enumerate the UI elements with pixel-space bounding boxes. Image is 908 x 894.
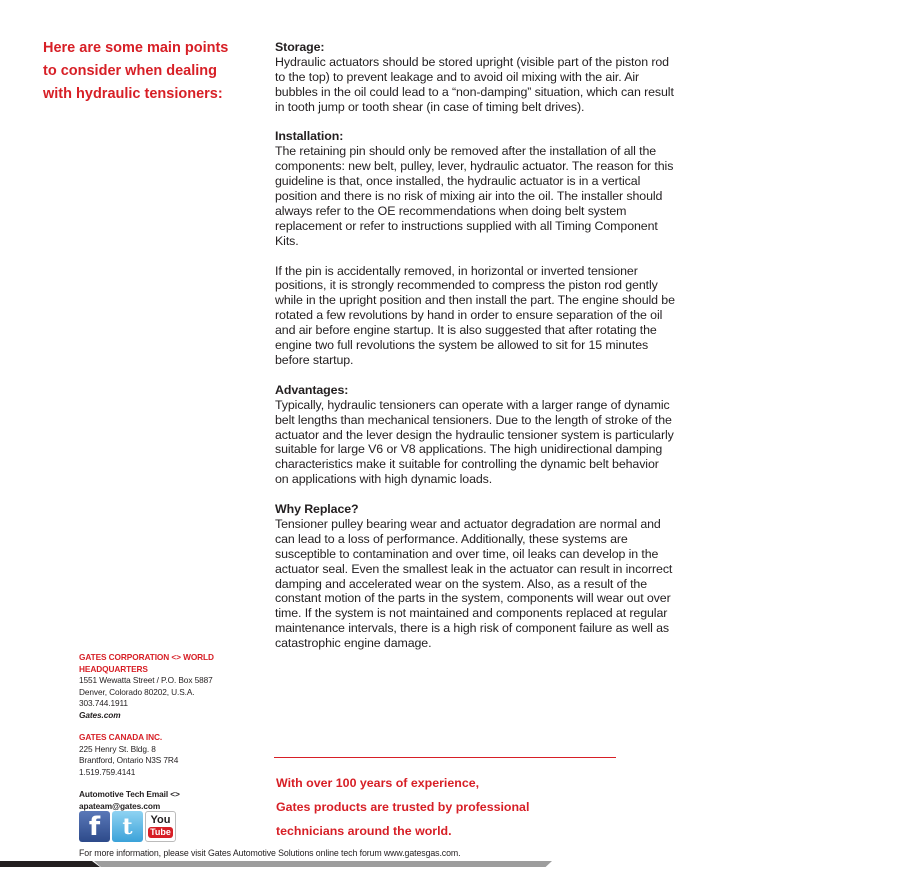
footer-bar-gray xyxy=(94,861,552,867)
hq-website-link[interactable]: Gates.com xyxy=(79,709,121,720)
contact-info xyxy=(79,652,259,823)
hq-name: GATES CORPORATION <> WORLD HEADQUARTERS xyxy=(79,652,214,674)
installation-section xyxy=(275,129,675,367)
twitter-glyph: t xyxy=(122,813,133,840)
social-icons xyxy=(79,811,176,842)
section-paragraph: If the pin is accidentally removed, in horizontal or inverted tensioner positions, it is strongly recommended to compress the piston rod gently while in the upright position and then install the part. The engine should be rotated a few revolutions by hand in order to ensure separation of the oil and air before engine startup. It is also suggested that after rotating the engine two full revolutions the system be allowed to sit for 15 minutes before startup. xyxy=(275,263,675,367)
why-replace-section xyxy=(275,502,675,651)
intro-line: to consider when dealing xyxy=(43,63,218,79)
canada-address-line: 225 Henry St. Bldg. 8 xyxy=(79,743,156,754)
tagline-line: With over 100 years of experience, xyxy=(276,776,480,790)
canada-phone: 1.519.759.4141 xyxy=(79,766,136,777)
intro-callout xyxy=(43,37,258,106)
storage-section xyxy=(275,40,675,115)
canada-address-line: Brantford, Ontario N3S 7R4 xyxy=(79,755,179,765)
intro-line: Here are some main points xyxy=(43,40,229,56)
hq-address-line: 1551 Wewatta Street / P.O. Box 5887 xyxy=(79,675,213,685)
intro-line: with hydraulic tensioners: xyxy=(43,86,223,102)
section-paragraph: Hydraulic actuators should be stored upright (visible part of the piston rod to the top) to prevent leakage and to avoid oil mixing with the air. Air bubbles in the oil could lead to a “non-damping” situation, which can result in tooth jump or tooth shear (in case of timing belt drives). xyxy=(275,54,674,114)
tech-contact xyxy=(79,789,259,812)
youtube-tube-text: Tube xyxy=(150,827,171,837)
section-heading: Storage: xyxy=(275,40,325,54)
footer-bar xyxy=(0,861,552,867)
footer-bar-black xyxy=(0,861,100,867)
hq-phone: 303.744.1911 xyxy=(79,698,128,708)
section-paragraph: Tensioner pulley bearing wear and actuator degradation are normal and can lead to a loss of performance. Additionally, these systems are susceptible to contamination and over time, oil leaks can develop in the actuator seal. Even the smallest leak in the actuator can result in incorrect damping and accelerated wear on the system. Also, as a result of the constant motion of the parts in the system, components will wear out over time. If the system is not maintained and components replaced at regular maintenance intervals, there is a high risk of component failure as well as catastrophic engine damage. xyxy=(275,516,673,651)
divider-rule xyxy=(274,757,616,758)
tech-email-link[interactable]: apateam@gates.com xyxy=(79,800,161,811)
hq-contact xyxy=(79,652,259,721)
tagline xyxy=(276,771,529,843)
twitter-icon[interactable] xyxy=(112,811,143,842)
main-content xyxy=(275,40,675,666)
section-heading: Advantages: xyxy=(275,382,349,397)
advantages-section xyxy=(275,383,675,487)
youtube-you-text: You xyxy=(150,814,171,826)
canada-contact xyxy=(79,732,259,778)
tech-email-label: Automotive Tech Email <> xyxy=(79,789,180,799)
section-paragraph: The retaining pin should only be removed after the installation of all the components: new belt, pulley, lever, hydraulic actuator. The reason for this guideline is that, once installed, the hydraulic actuator is in a vertical position and there is no risk of mixing air into the oil. The installer should always refer to the OE recommendations when doing belt system replacement or refer to instructions supplied with all Timing Component Kits. xyxy=(275,144,674,248)
section-heading: Why Replace? xyxy=(275,502,359,517)
facebook-icon[interactable] xyxy=(79,811,110,842)
facebook-glyph: f xyxy=(88,811,101,842)
tagline-line: Gates products are trusted by professional xyxy=(276,800,530,814)
tagline-line: technicians around the world. xyxy=(276,824,452,838)
hq-address-line: Denver, Colorado 80202, U.S.A. xyxy=(79,686,195,697)
section-paragraph: Typically, hydraulic tensioners can operate with a larger range of dynamic belt lengths than mechanical tensioners. Due to the length of stroke of the actuator and the lever design the hydraulic tensioner system is particularly suitable for large V6 or V8 applications. The high unidirectional damping characteristics make it suitable for controlling the dynamic belt behavior on applications with high dynamic loads. xyxy=(275,397,674,487)
youtube-icon[interactable] xyxy=(145,811,176,842)
footer-note: For more information, please visit Gates Automotive Solutions online tech forum www.gatesgas.com. xyxy=(79,848,461,858)
canada-name: GATES CANADA INC. xyxy=(79,732,163,742)
section-heading: Installation: xyxy=(275,129,344,144)
